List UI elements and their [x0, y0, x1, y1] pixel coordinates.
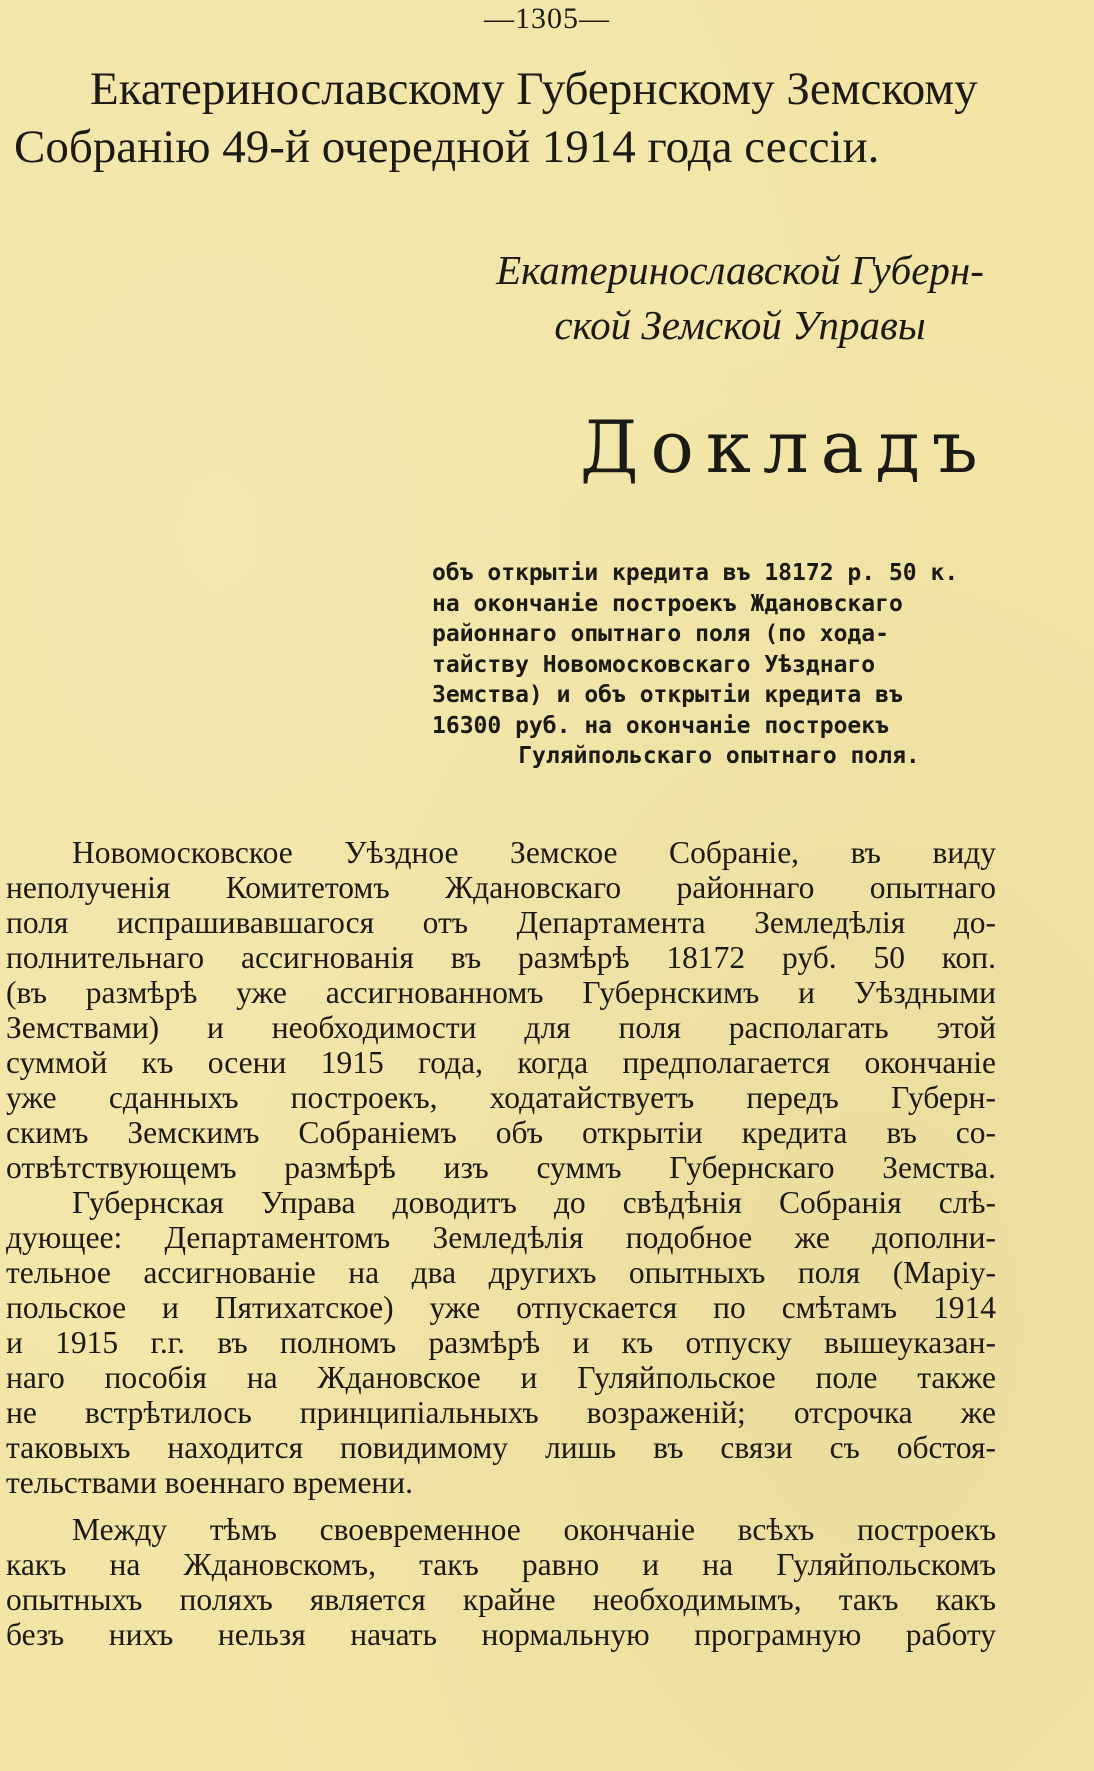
subject-line: Гуляйпольскаго опытнаго поля. [518, 743, 920, 769]
sender-line-1: Екатеринославской Губерн- [496, 247, 984, 293]
subject-line: 16300 руб. на окончаніе построекъ [432, 712, 889, 739]
text-line: безъ нихъ нельзя начать нормальную програмную работу [6, 1617, 996, 1652]
text-line: дующее: Департаментомъ Земледѣлія подобное же дополни- [6, 1220, 996, 1255]
text-line: Губернская Управа доводитъ до свѣдѣнія Собранія слѣ- [72, 1185, 996, 1220]
text-line: тельное ассигнованіе на два другихъ опытныхъ поля (Маріу- [6, 1255, 996, 1290]
text-line: Земствами) и необходимости для поля располагать этой [6, 1010, 996, 1045]
text-line: опытныхъ поляхъ является крайне необходимымъ, такъ какъ [6, 1582, 996, 1617]
text-line: какъ на Ждановскомъ, такъ равно и на Гуляйпольскомъ [6, 1547, 996, 1582]
text-line: Новомосковское Уѣздное Земское Собраніе, въ виду [72, 835, 996, 870]
paragraph-2 [6, 1185, 996, 1500]
text-line: польское и Пятихатское) уже отпускается по смѣтамъ 1914 [6, 1290, 996, 1325]
paragraph-3 [6, 1512, 996, 1652]
text-line: скимъ Земскимъ Собраніемъ объ открытіи кредита въ со- [6, 1115, 996, 1150]
text-line: тельствами военнаго времени. [6, 1465, 414, 1500]
text-line: и 1915 г.г. въ полномъ размѣрѣ и къ отпуску вышеуказан- [6, 1325, 996, 1360]
sender-heading [440, 243, 1040, 353]
paragraph-1 [6, 835, 996, 1185]
page-number: —1305— [484, 2, 610, 35]
text-line: неполученія Комитетомъ Ждановскаго районнаго опытнаго [6, 870, 996, 905]
text-line: наго пособія на Ждановское и Гуляйпольское поле также [6, 1360, 996, 1395]
text-line: полнительнаго ассигнованія въ размѣрѣ 18172 руб. 50 коп. [6, 940, 996, 975]
addressee-heading [14, 60, 1004, 176]
subject-line: объ открытіи кредита въ 18172 р. 50 к. [432, 560, 959, 586]
text-line: суммой къ осени 1915 года, когда предполагается окончаніе [6, 1045, 996, 1080]
text-line: таковыхъ находится повидимому лишь въ связи съ обстоя- [6, 1430, 996, 1465]
sender-line-2: ской Земской Управы [554, 302, 926, 348]
subject-line: районнаго опытнаго поля (по хода- [432, 621, 889, 647]
subject-block [432, 558, 996, 772]
subject-line: тайству Новомосковскаго Уѣзднаго [432, 651, 876, 678]
addressee-line-1: Екатеринославскому Губернскому Земскому [90, 63, 978, 115]
document-title: Докладъ [580, 405, 990, 489]
text-line: уже сданныхъ построекъ, ходатайствуетъ передъ Губерн- [6, 1080, 996, 1115]
addressee-line-2: Собранію 49-й очередной 1914 года сессіи. [14, 121, 880, 173]
body-text [6, 835, 996, 1652]
paragraph-gap [6, 1500, 996, 1512]
text-line: не встрѣтилось принципіальныхъ возраженій; отсрочка же [6, 1395, 996, 1430]
text-line: Между тѣмъ своевременное окончаніе всѣхъ построекъ [72, 1512, 996, 1547]
text-line: (въ размѣрѣ уже ассигнованномъ Губернскимъ и Уѣздными [6, 975, 996, 1010]
subject-line: Земства) и объ открытіи кредита въ [432, 682, 903, 708]
text-line: отвѣтствующемъ размѣрѣ изъ суммъ Губернскаго Земства. [6, 1150, 996, 1185]
text-line: поля испрашивавшагося отъ Департамента Земледѣлія до- [6, 905, 996, 940]
subject-line: на окончаніе построекъ Ждановскаго [432, 590, 903, 617]
